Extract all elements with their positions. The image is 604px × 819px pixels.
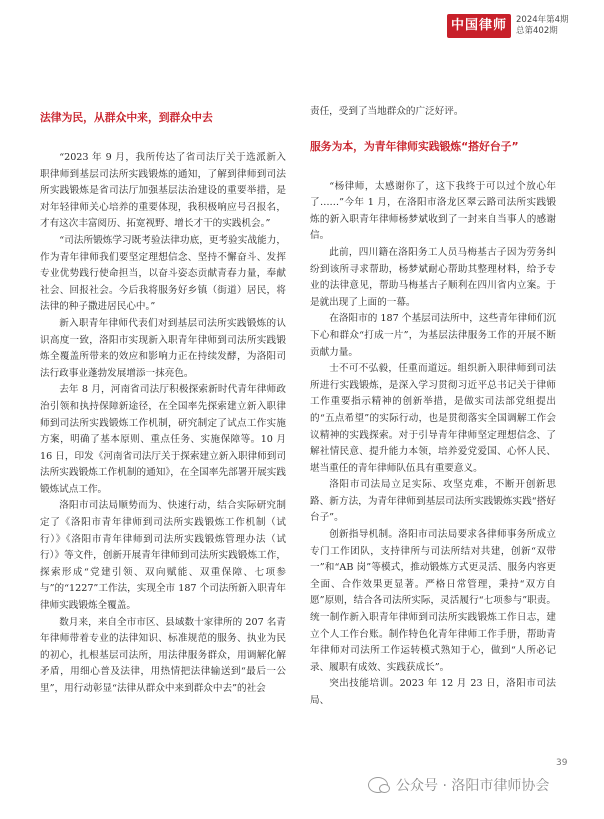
paragraph: “司法所锻炼学习既考验法律功底，更考验实战能力，作为青年律师我们要坚定理想信念、坚持不懈奋斗、发挥专业优势践行使命担当，以奋斗姿态贡献青春力量，奉献社会、回报社会。今后我将服务好乡镇（街道）居民，将法律的种子撒进居民心中。” [40,234,286,313]
paragraph: 数月来，来自全市市区、县域数十家律所的 207 名青年律师带着专业的法律知识、标准规范的服务、执业为民的初心，扎根基层司法所，用法律服务群众，用调解化解矛盾，用细心普及法律，用热情把法律输送到“最后一公里”，用行动彰显“法律从群众中来到群众中去”的社会 [40,616,286,694]
issue-total: 总第402期 [516,26,558,36]
paragraph: 新入职青年律师代表们对到基层司法所实践锻炼的认识高度一致，洛阳市实现新入职青年律师到司法所实践锻炼全覆盖所带来的效应和影响力正在持续发酵，为洛阳司法行政事业蓬勃发展增添一抹亮色。 [40,317,286,379]
wechat-icon [368,777,388,793]
page-header [0,0,604,48]
left-column [40,104,286,698]
paragraph: 创新指导机制。洛阳市司法局要求各律师事务所成立专门工作团队，支持律所与司法所结对共建，创新“双带一”和“AB 岗”等模式，推动锻炼方式更灵活、服务内容更全面、合作效果更显著。严格日常管理，秉持“双方自愿”原则，结合各司法所实际，灵活履行“七项参与”职责。统一制作新入职青年律师到司法所实践锻炼工作日志，建立个人工作台账。制作特色化青年律师工作手册，帮助青年律师对司法所工作运转模式熟知于心，做到“人所必记录、履职有成效、实践获成长”。 [310,529,556,673]
magazine-logo: 中国律师 [447,14,511,38]
right-column [310,104,556,710]
paragraph: 在洛阳市的 187 个基层司法所中，这些青年律师们沉下心和群众“打成一片”，为基层法律服务工作的开展不断贡献力量。 [310,313,556,358]
paragraph: 突出技能培训。2023 年 12 月 23 日，洛阳市司法局、 [310,678,556,706]
section-heading-1: 法律为民，从群众中来，到群众中去 [40,111,213,124]
issue-number: 2024年第4期 [516,15,569,25]
watermark-text: 公众号 · 洛阳市律师协会 [396,778,550,794]
wechat-watermark [368,772,549,798]
paragraph: “2023 年 9 月，我所传达了省司法厅关于选派新入职律师到基层司法所实践锻炼的通知，了解到律师到司法所实践锻炼是省司法厅加强基层法治建设的重要举措，是对年轻律师关心培养的重要体现，我积极响应号召报名，才有这次丰富阅历、拓宽视野、增长才干的实践机会。” [40,152,286,230]
paragraph: 洛阳市司法局立足实际、攻坚克难，不断开创新思路、新方法，为青年律师到基层司法所实践锻炼实践“搭好台子”。 [310,479,556,524]
section-heading-2: 服务为本，为青年律师实践锻炼“搭好台子” [310,139,519,153]
paragraph: 此前，四川籍在洛阳务工人员马梅基古子因为劳务纠纷到该所寻求帮助，杨梦斌耐心帮助其整理材料，给予专业的法律意见，帮助马梅基古子顺利在四川省内立案。于是就出现了上面的一幕。 [310,246,556,308]
paragraph: 洛阳市司法局顺势而为、快速行动，结合实际研究制定了《洛阳市青年律师到司法所实践锻炼工作机制（试行）》《洛阳市青年律师到司法所实践锻炼管理办法（试行）》等文件，创新开展青年律师到司法所实践锻炼工作，探索形成“党建引领、双向赋能、双重保障、七项参与”的“1227”工作法，实现全市 187 个司法所新入职青年律师实践锻炼全覆盖。 [40,500,286,612]
page-number: 39 [556,758,568,768]
paragraph: 去年 8 月，河南省司法厅积极探索新时代青年律师政治引领和执持保障新途径，在全国率先探索建立新入职律师到司法所实践锻炼工作机制，研究制定了试点工作实施方案，明确了基本原则、重点任务、实施保障等。10 月 16 日，印发《河南省司法厅关于探索建立新入职律师到司法所实践锻炼工作机制的通知》，在全国率先部署开展实践锻炼试点工作。 [40,384,286,495]
issue-info [516,15,569,37]
paragraph: 士不可不弘毅，任重而道远。组织新入职律师到司法所进行实践锻炼，是深入学习贯彻习近平总书记关于律师工作重要指示精神的创新举措，是做实司法部党组提出的“五点希望”的实际行动，也是贯彻落实全国调解工作会议精神的实践探索。对于引导青年律师坚定理想信念、了解社情民意、提升能力本领，培养爱党爱国、心怀人民、堪当重任的青年律师队伍具有重要意义。 [310,363,556,474]
paragraph: “杨律师，太感谢你了，这下我终于可以过个放心年了……”今年 1 月，在洛阳市洛龙区翠云路司法所实践锻炼的新入职青年律师杨梦斌收到了一封来自当事人的感谢信。 [310,180,556,242]
continued-text: 责任，受到了当地群众的广泛好评。 [310,106,464,117]
